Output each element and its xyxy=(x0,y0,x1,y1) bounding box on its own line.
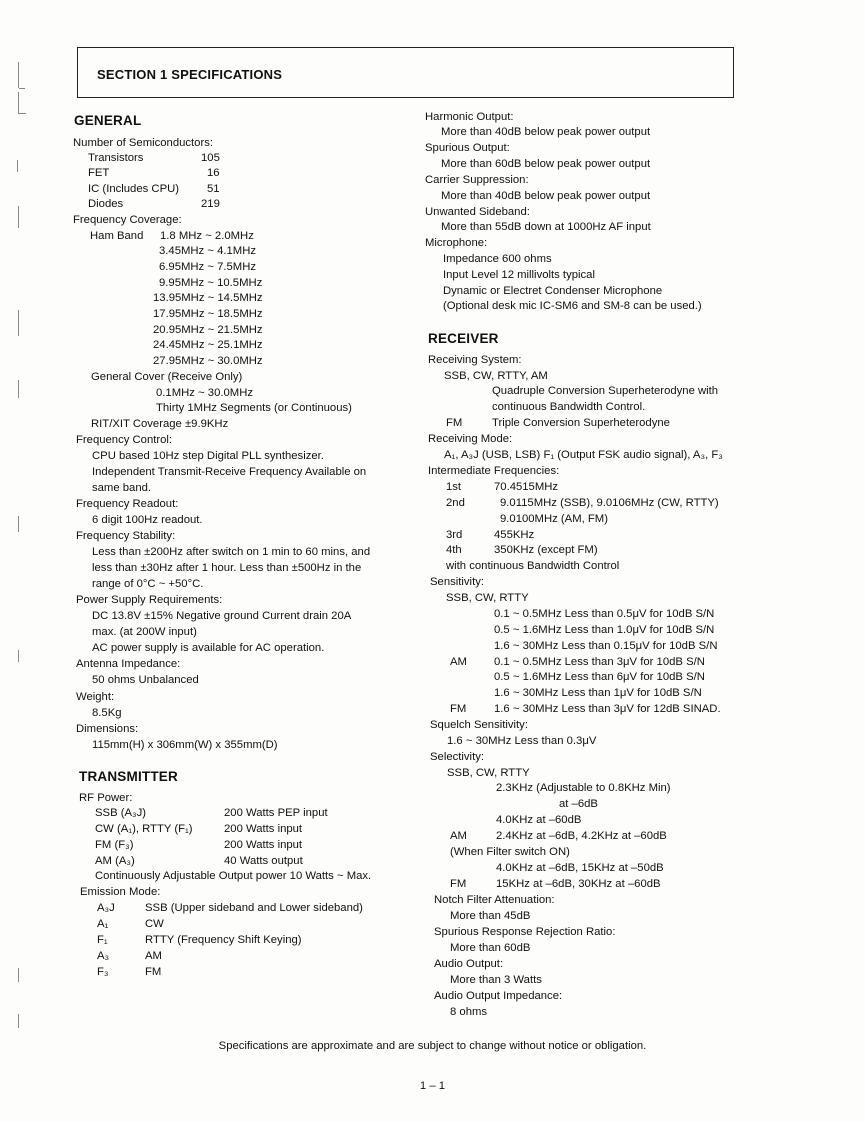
general-line: 3.45MHz ~ 4.1MHz xyxy=(159,245,256,257)
transmitter-cont-line: Carrier Suppression: xyxy=(425,174,529,186)
footer-note: Specifications are approximate and are subject to change without notice or obligation. xyxy=(218,1040,647,1052)
receiver-line: (When Filter switch ON) xyxy=(450,846,570,858)
transmitter-line: SSB (Upper sideband and Lower sideband) xyxy=(145,902,363,914)
general-line: Frequency Stability: xyxy=(76,530,176,542)
receiver-line: Sensitivity: xyxy=(430,576,484,588)
receiver-line: 0.5 ~ 1.6MHz Less than 6μV for 10dB S/N xyxy=(494,671,705,683)
transmitter-cont-line: Dynamic or Electret Condenser Microphone xyxy=(443,285,663,297)
transmitter-cont-line: Impedance 600 ohms xyxy=(443,253,552,265)
transmitter-line: 200 Watts input xyxy=(224,823,303,835)
receiver-line: Audio Output Impedance: xyxy=(434,990,563,1002)
transmitter-line: CW xyxy=(145,918,164,930)
general-line: Frequency Control: xyxy=(76,434,173,446)
general-line: 51 xyxy=(207,183,220,195)
transmitter-line: 40 Watts output xyxy=(224,855,303,867)
general-line: same band. xyxy=(92,482,152,494)
receiver-line: 3rd xyxy=(446,529,463,541)
receiver-line: 4.0KHz at –60dB xyxy=(496,814,582,826)
general-line: Ham Band xyxy=(90,230,144,242)
general-line: less than ±30Hz after 1 hour. Less than ±500Hz in the xyxy=(92,562,362,574)
transmitter-line: SSB (A₃J) xyxy=(95,807,147,819)
transmitter-cont-line: Microphone: xyxy=(425,237,488,249)
receiver-line: 15KHz at –6dB, 30KHz at –60dB xyxy=(496,878,661,890)
transmitter-line: RTTY (Frequency Shift Keying) xyxy=(145,934,302,946)
receiver-line: 1.6 ~ 30MHz Less than 1μV for 10dB S/N xyxy=(494,687,702,699)
transmitter-line: Continuously Adjustable Output power 10 Watts ~ Max. xyxy=(95,870,372,882)
general-line: 16 xyxy=(207,167,220,179)
receiver-line: SSB, CW, RTTY xyxy=(447,767,530,779)
receiver-line: SSB, CW, RTTY, AM xyxy=(444,370,548,382)
section-title-box xyxy=(77,47,734,98)
transmitter-line: FM (F₃) xyxy=(95,839,134,851)
general-line: Power Supply Requirements: xyxy=(76,594,223,606)
receiver-line: 8 ohms xyxy=(450,1006,488,1018)
general-line: IC (Includes CPU) xyxy=(88,183,180,195)
receiver-line: Intermediate Frequencies: xyxy=(428,465,560,477)
general-line: Dimensions: xyxy=(76,723,139,735)
receiver-line: 350KHz (except FM) xyxy=(494,544,598,556)
receiver-line: 1.6 ~ 30MHz Less than 0.15μV for 10dB S/N xyxy=(494,640,718,652)
general-line: 20.95MHz ~ 21.5MHz xyxy=(153,324,263,336)
transmitter-cont-line: Spurious Output: xyxy=(425,142,510,154)
receiver-line: 4.0KHz at –6dB, 15KHz at –50dB xyxy=(496,862,664,874)
receiver-line: 9.0115MHz (SSB), 9.0106MHz (CW, RTTY) xyxy=(500,497,719,509)
transmitter-line: Emission Mode: xyxy=(80,886,161,898)
general-line: Independent Transmit-Receive Frequency Available on xyxy=(92,466,367,478)
receiver-line: 455KHz xyxy=(494,529,535,541)
receiver-line: 70.4515MHz xyxy=(494,481,559,493)
general-line: Frequency Coverage: xyxy=(73,214,182,226)
general-line: 9.95MHz ~ 10.5MHz xyxy=(159,277,263,289)
general-line: Thirty 1MHz Segments (or Continuous) xyxy=(156,402,352,414)
transmitter-line: RF Power: xyxy=(79,792,133,804)
transmitter-cont-line: More than 60dB below peak power output xyxy=(441,158,651,170)
general-line: Less than ±200Hz after switch on 1 min to 60 mins, and xyxy=(92,546,371,558)
general-line: Transistors xyxy=(88,152,144,164)
general-line: Weight: xyxy=(76,691,115,703)
general-line: 105 xyxy=(201,152,220,164)
general-line: 27.95MHz ~ 30.0MHz xyxy=(153,355,263,367)
transmitter-cont-line: Harmonic Output: xyxy=(425,111,514,123)
transmitter-cont-line: Input Level 12 millivolts typical xyxy=(443,269,595,281)
general-line: range of 0°C ~ +50°C. xyxy=(92,578,204,590)
receiver-line: 2nd xyxy=(446,497,465,509)
transmitter-cont-line: Unwanted Sideband: xyxy=(425,206,530,218)
transmitter-line: A₃J xyxy=(97,902,115,914)
general-line: General Cover (Receive Only) xyxy=(91,371,243,383)
transmitter-line: A₃ xyxy=(97,950,110,962)
general-line: 8.5Kg xyxy=(92,707,122,719)
receiver-line: Quadruple Conversion Superheterodyne with xyxy=(492,385,719,397)
transmitter-heading: TRANSMITTER xyxy=(79,769,178,784)
general-line: Antenna Impedance: xyxy=(76,658,181,670)
transmitter-cont-line: (Optional desk mic IC-SM6 and SM-8 can be used.) xyxy=(443,300,702,312)
transmitter-line: F₁ xyxy=(97,934,108,946)
general-line: 115mm(H) x 306mm(W) x 355mm(D) xyxy=(92,739,278,751)
general-line: Frequency Readout: xyxy=(76,498,179,510)
receiver-heading: RECEIVER xyxy=(428,331,499,346)
general-line: 24.45MHz ~ 25.1MHz xyxy=(153,339,263,351)
transmitter-line: AM xyxy=(145,950,162,962)
receiver-line: FM xyxy=(446,417,463,429)
receiver-line: Squelch Sensitivity: xyxy=(430,719,528,731)
receiver-line: 2.4KHz at –6dB, 4.2KHz at –60dB xyxy=(496,830,667,842)
general-line: RIT/XIT Coverage ±9.9KHz xyxy=(91,418,229,430)
transmitter-line: 200 Watts PEP input xyxy=(224,807,328,819)
receiver-line: Triple Conversion Superheterodyne xyxy=(492,417,670,429)
receiver-line: Notch Filter Attenuation: xyxy=(434,894,555,906)
receiver-line: FM xyxy=(450,703,467,715)
receiver-line: Receiving Mode: xyxy=(428,433,513,445)
transmitter-cont-line: More than 40dB below peak power output xyxy=(441,126,651,138)
receiver-line: 0.5 ~ 1.6MHz Less than 1.0μV for 10dB S/N xyxy=(494,624,715,636)
receiver-line: A₁, A₃J (USB, LSB) F₁ (Output FSK audio signal), A₃, F₃ xyxy=(444,449,723,461)
receiver-line: Receiving System: xyxy=(428,354,522,366)
receiver-line: 1st xyxy=(446,481,462,493)
receiver-line: More than 3 Watts xyxy=(450,974,542,986)
general-line: 6.95MHz ~ 7.5MHz xyxy=(159,261,256,273)
transmitter-line: F₃ xyxy=(97,966,109,978)
receiver-line: Audio Output: xyxy=(434,958,504,970)
transmitter-line: 200 Watts input xyxy=(224,839,303,851)
receiver-line: 0.1 ~ 0.5MHz Less than 0.5μV for 10dB S/N xyxy=(494,608,715,620)
general-line: 6 digit 100Hz readout. xyxy=(92,514,203,526)
section-title: SECTION 1 SPECIFICATIONS xyxy=(97,67,283,82)
receiver-line: 1.6 ~ 30MHz Less than 3μV for 12dB SINAD. xyxy=(494,703,721,715)
receiver-line: 1.6 ~ 30MHz Less than 0.3μV xyxy=(447,735,597,747)
page-number: 1 – 1 xyxy=(419,1080,446,1092)
receiver-line: SSB, CW, RTTY xyxy=(446,592,529,604)
general-line: max. (at 200W input) xyxy=(92,626,197,638)
transmitter-cont-line: More than 55dB down at 1000Hz AF input xyxy=(441,221,651,233)
general-line: 1.8 MHz ~ 2.0MHz xyxy=(160,230,254,242)
general-line: FET xyxy=(88,167,110,179)
transmitter-line: CW (A₁), RTTY (F₁) xyxy=(95,823,193,835)
receiver-line: 4th xyxy=(446,544,462,556)
general-line: 0.1MHz ~ 30.0MHz xyxy=(156,387,253,399)
general-line: 219 xyxy=(201,198,220,210)
receiver-line: with continuous Bandwidth Control xyxy=(446,560,620,572)
receiver-line: More than 60dB xyxy=(450,942,531,954)
receiver-line: 0.1 ~ 0.5MHz Less than 3μV for 10dB S/N xyxy=(494,656,705,668)
transmitter-line: A₁ xyxy=(97,918,109,930)
transmitter-line: FM xyxy=(145,966,162,978)
receiver-line: More than 45dB xyxy=(450,910,531,922)
receiver-line: continuous Bandwidth Control. xyxy=(492,401,646,413)
general-line: CPU based 10Hz step Digital PLL synthesizer. xyxy=(92,450,324,462)
receiver-line: Spurious Response Rejection Ratio: xyxy=(434,926,616,938)
general-line: 17.95MHz ~ 18.5MHz xyxy=(153,308,263,320)
receiver-line: 9.0100MHz (AM, FM) xyxy=(500,513,608,525)
general-line: Diodes xyxy=(88,198,124,210)
general-line: AC power supply is available for AC operation. xyxy=(92,642,325,654)
receiver-line: at –6dB xyxy=(559,798,598,810)
receiver-line: Selectivity: xyxy=(430,751,484,763)
general-line: DC 13.8V ±15% Negative ground Current drain 20A xyxy=(92,610,352,622)
receiver-line: AM xyxy=(450,830,467,842)
receiver-line: FM xyxy=(450,878,467,890)
transmitter-cont-line: More than 40dB below peak power output xyxy=(441,190,651,202)
general-line: 50 ohms Unbalanced xyxy=(92,674,199,686)
general-line: Number of Semiconductors: xyxy=(73,137,214,149)
transmitter-line: AM (A₃) xyxy=(95,855,135,867)
receiver-line: 2.3KHz (Adjustable to 0.8KHz Min) xyxy=(496,782,671,794)
general-heading: GENERAL xyxy=(74,113,142,128)
receiver-line: AM xyxy=(450,656,467,668)
general-line: 13.95MHz ~ 14.5MHz xyxy=(153,292,263,304)
